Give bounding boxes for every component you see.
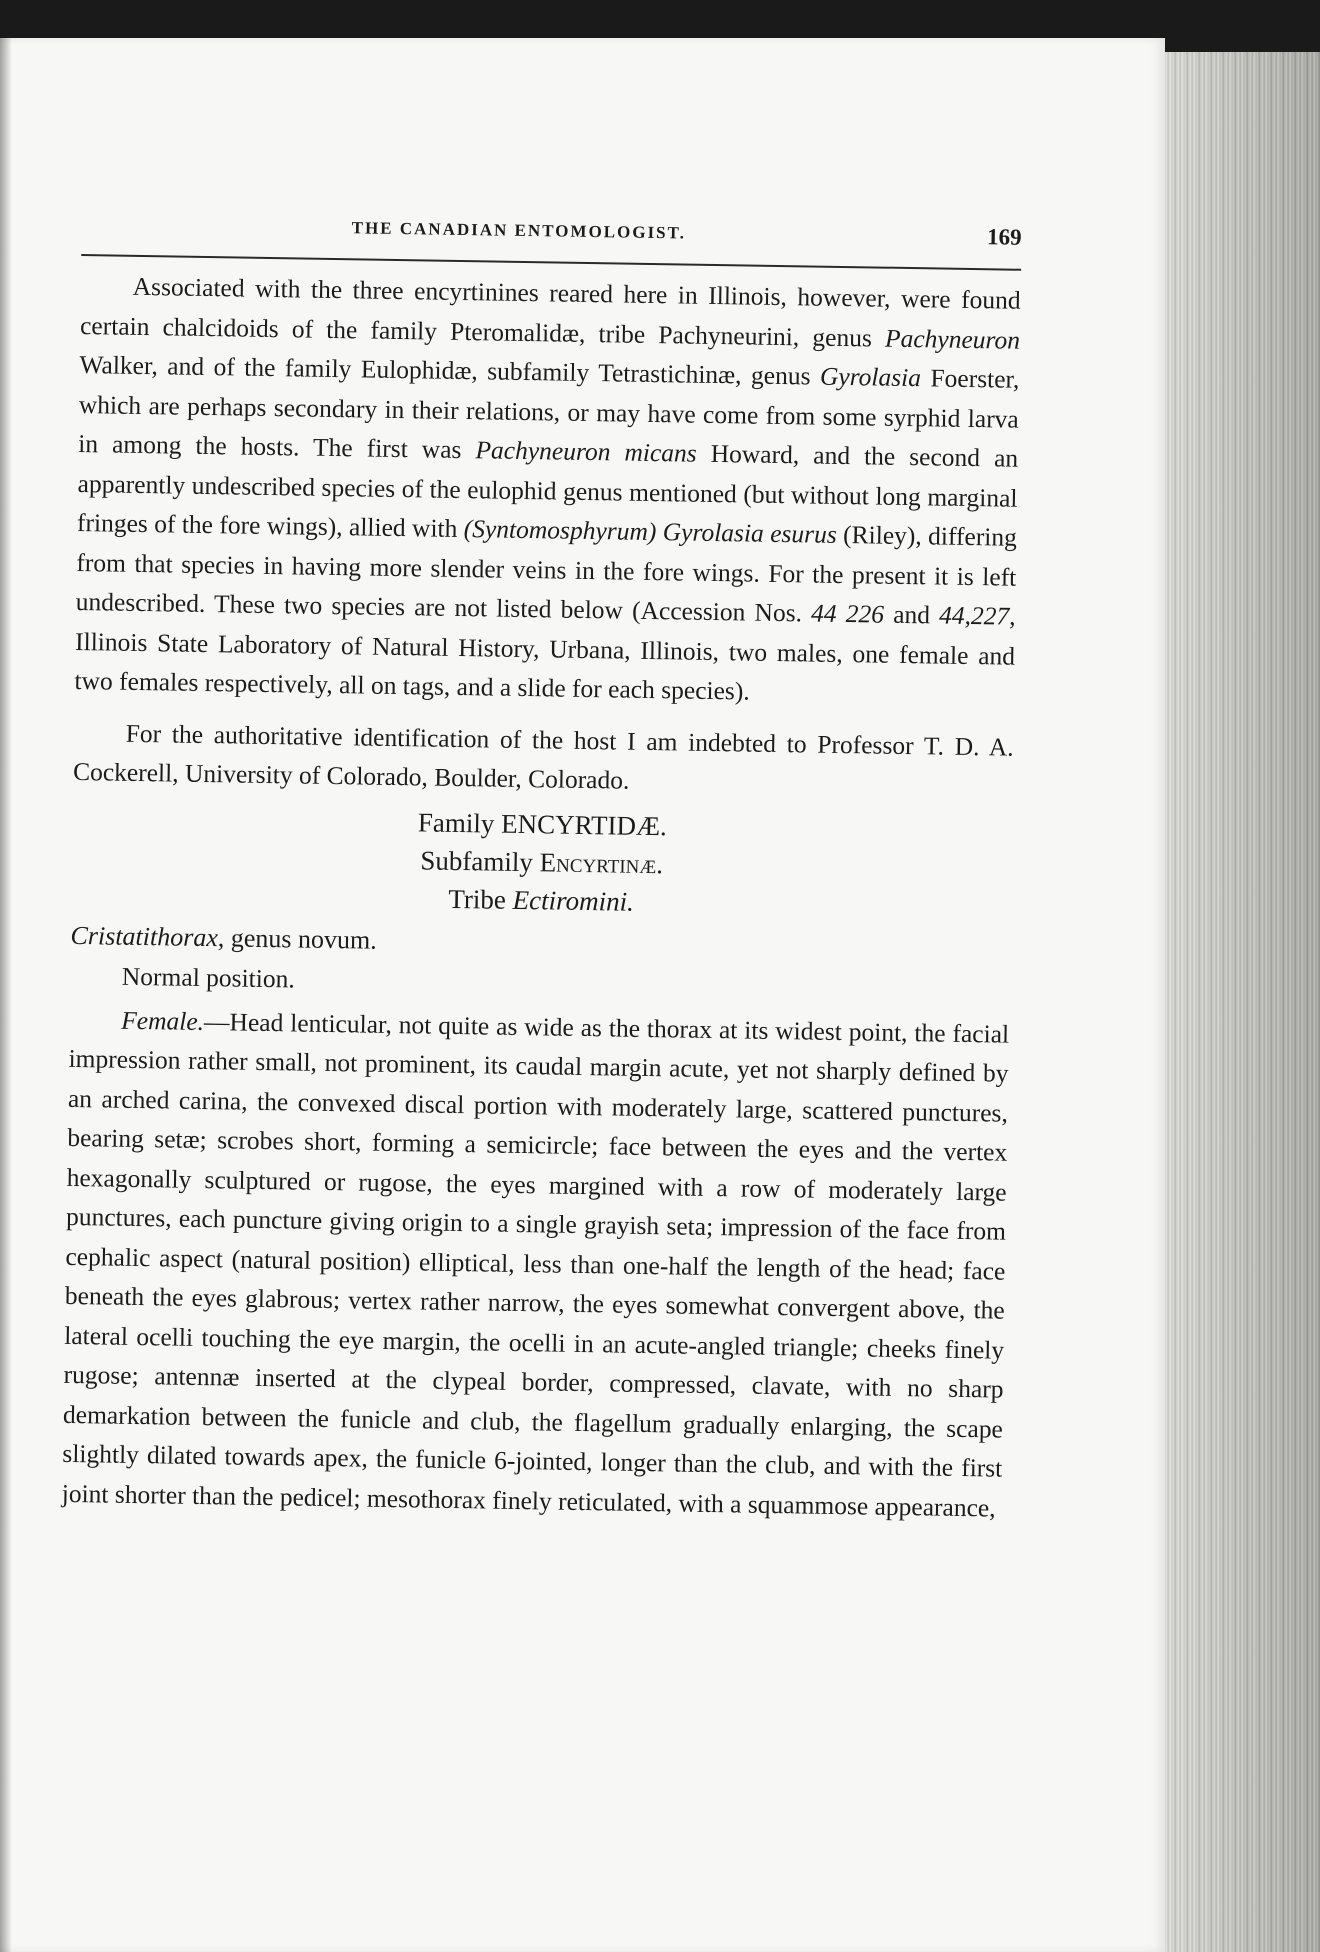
family-heading: Family ENCYRTIDÆ. [417,806,668,841]
running-header [81,206,1022,271]
book-page [0,38,1165,1952]
page-gutter-shadow [0,38,12,1952]
paragraph-female-description: Female.—Head lenticular, not quite as wide as the thorax at its widest point, the facial impression rather small, not prominent, its caudal margin acute, yet not sharply defined by an arched carina, the convexed discal portion with moderately large, scattered punctures, bearing setæ; scrobes short, forming a semicircle; face between the eyes and the vertex hexagonally sculptured or rugose, the eyes margined with a row of moderately large punctures, each puncture giving origin to a single grayish seta; impression of the face from cephalic aspect (natural position) elliptical, less than one-half the length of the head; face beneath the eyes glabrous; vertex rather narrow, the eyes somewhat convergent above, the lateral ocelli touching the eye margin, the ocelli in an acute-angled triangle; cheeks finely rugose; antennæ inserted at the clypeal border, compressed, clavate, with no sharp demarkation between the funicle and club, the flagellum gradually enlarging, the scape slightly dilated towards apex, the funicle 6-jointed, longer than the club, and with the first joint shorter than the pedicel; mesothorax finely reticulated, with a squammose appearance, [61,1005,1010,1523]
running-title: THE CANADIAN ENTOMOLOGIST. [351,218,687,243]
paragraph-associated: Associated with the three encyrtinines reared here in Illinois, however, were found certain chalcidoids of the family Pteromalidæ, tribe Pachyneurini, genus Pachyneuron Walker, and of the family Eulophidæ, subfamily Tetrastichinæ, genus Gyrolasia Foerster, which are perhaps secondary in their relations, or may have come from some syrphid larva in among the hosts. The first was Pachyneuron micans Howard, and the second an apparently undescribed species of the eulophid genus mentioned (but without long marginal fringes of the fore wings), allied with (Syntomosphyrum) Gyrolasia esurus (Riley), differing from that species in having more slender veins in the fore wings. For the present it is left undescribed. These two species are not listed below (Accession Nos. 44 226 and 44,227, Illinois State Laboratory of Natural History, Urbana, Illinois, two males, one female and two females respectively, all on tags, and a slide for each species). [74,271,1021,706]
paragraph-acknowledgement: For the authoritative identification of the host I am indebted to Professor T. D. A. Cockerell, University of Colorado, Boulder, Colorado. [72,718,1014,795]
subfamily-heading: Subfamily Encyrtinæ. [420,844,664,879]
normal-position-line: Normal position. [121,961,295,993]
genus-heading: Cristatithorax, genus novum. [70,920,377,955]
page-content [61,206,1021,1528]
page-number: 169 [986,224,1022,250]
tribe-heading: Tribe Ectiromini. [448,883,635,917]
book-page-edges [1165,52,1320,1952]
